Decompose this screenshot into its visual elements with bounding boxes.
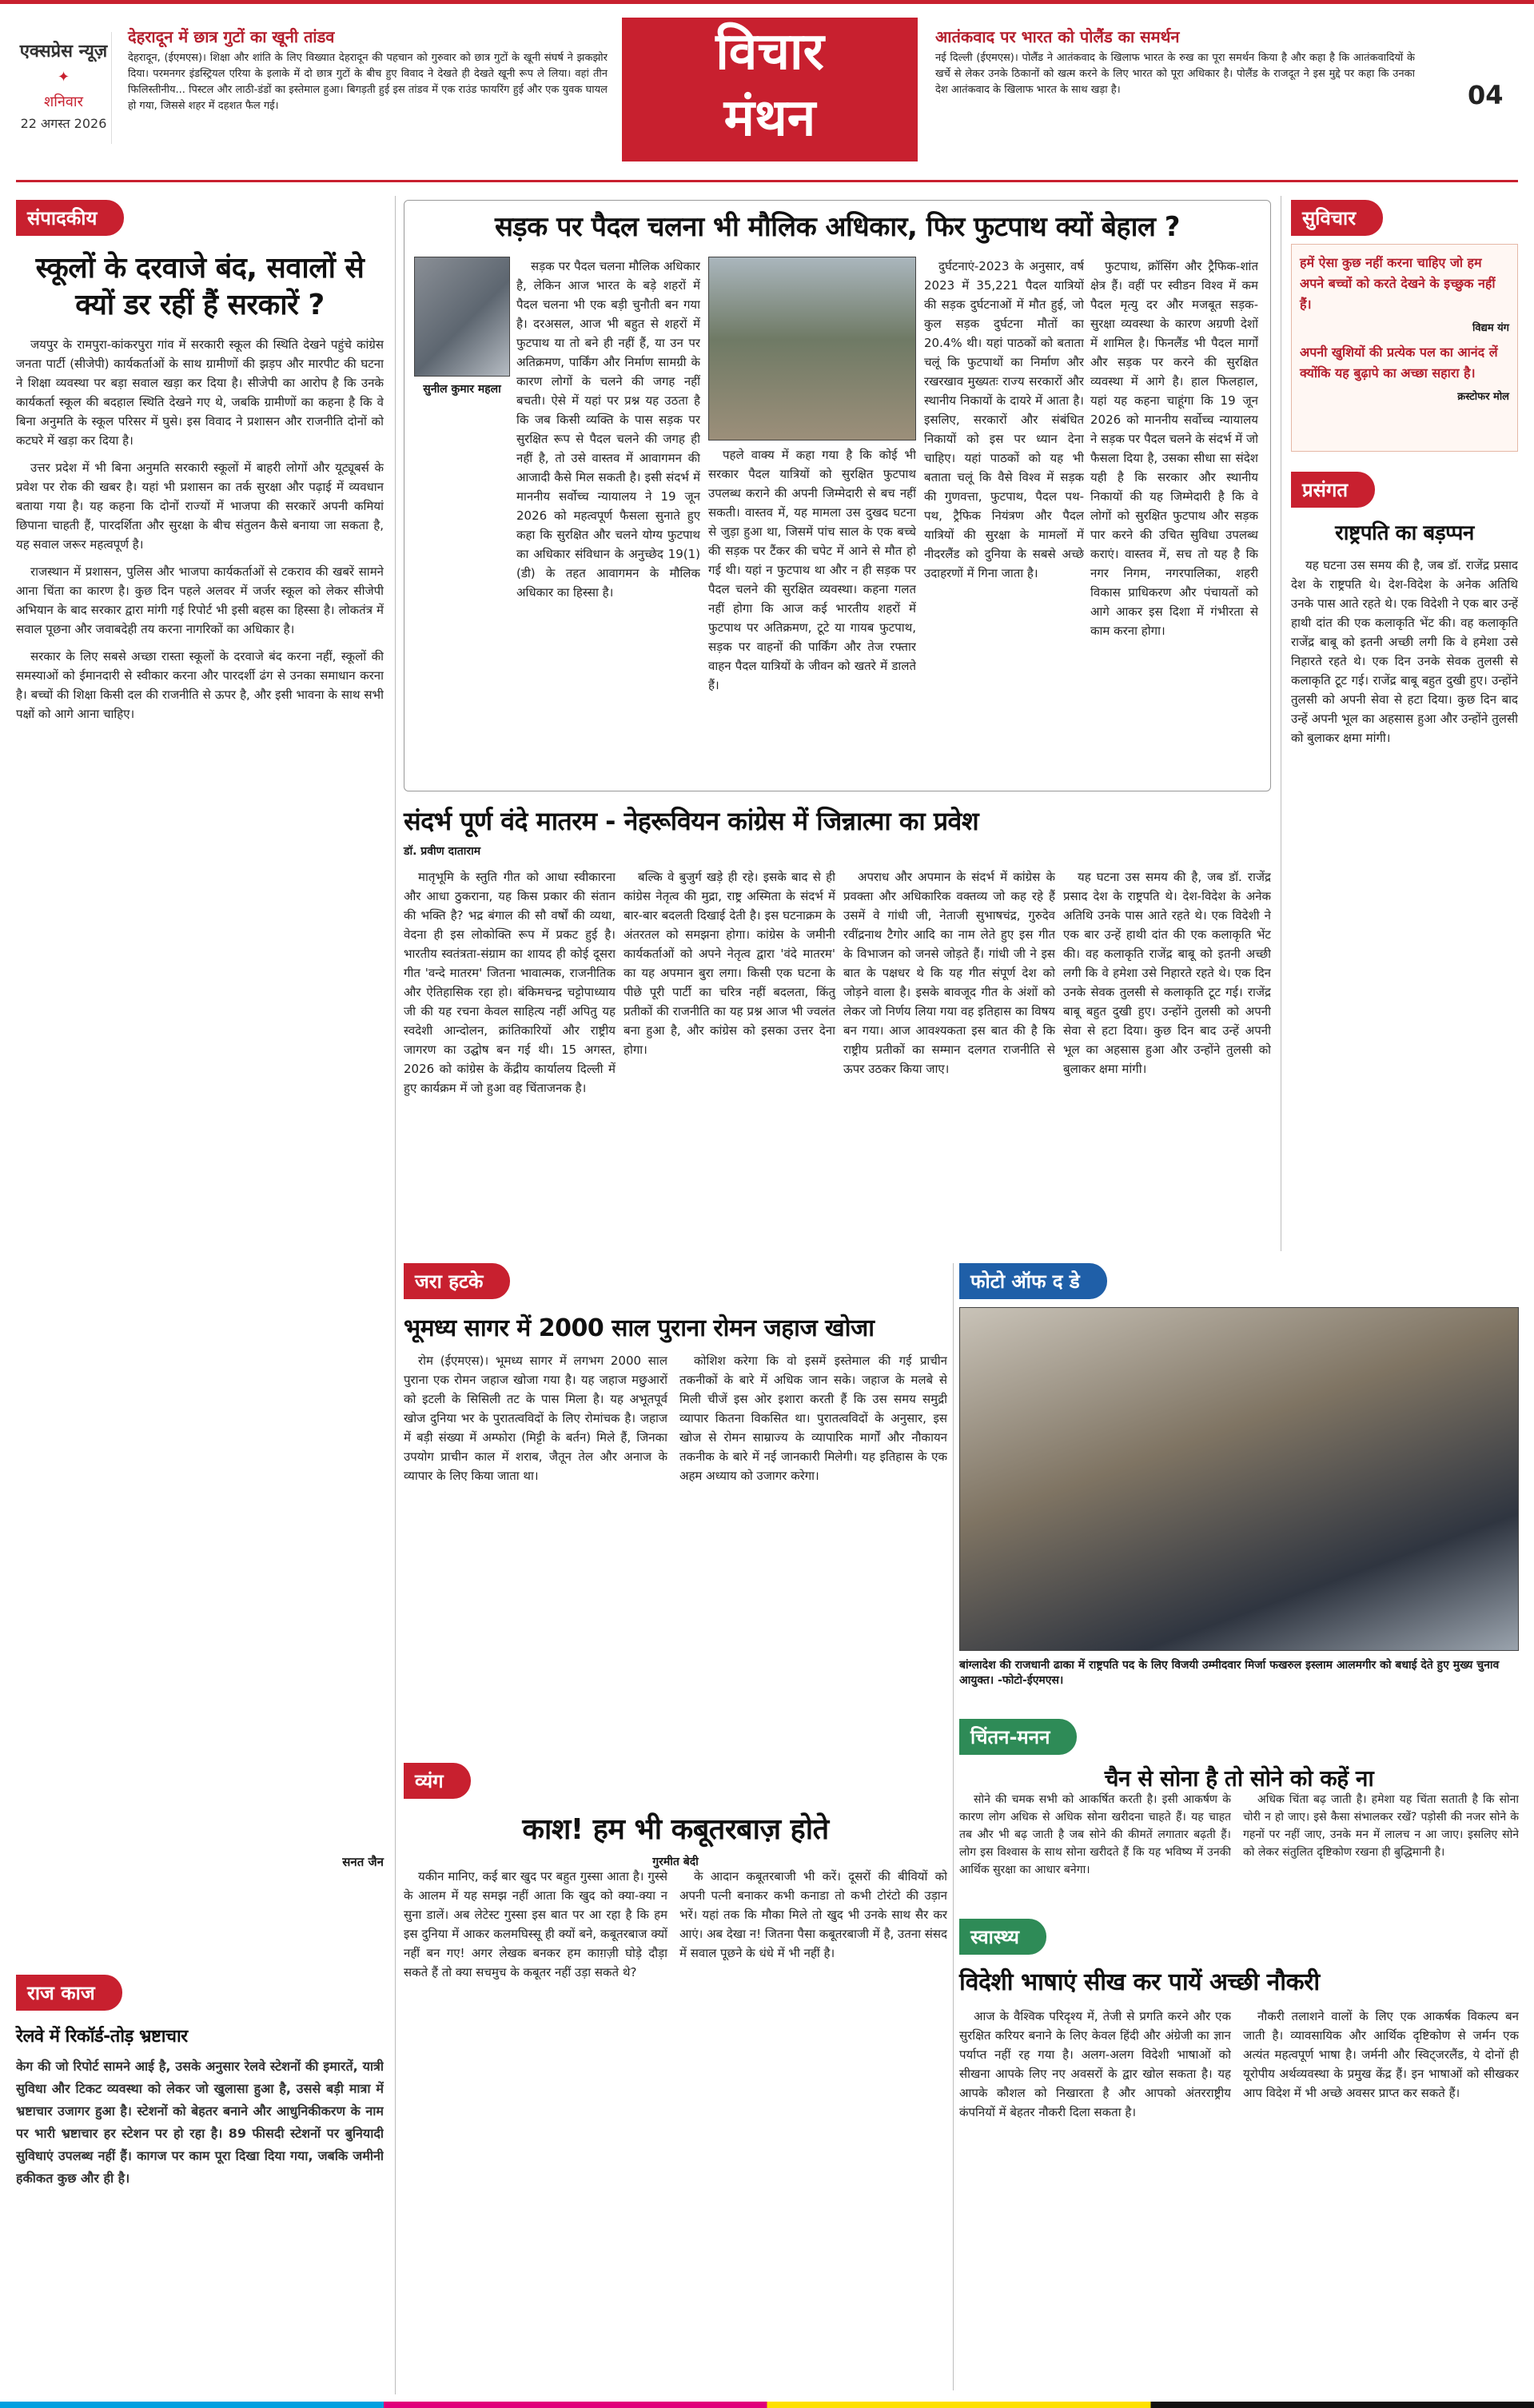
editorial-section-label: संपादकीय [16,200,124,236]
photo-of-day-label: फोटो ऑफ द डे [959,1263,1107,1299]
photo-of-day-image[interactable] [959,1307,1519,1651]
suvichar-author-2: क्रस्टोफर मोल [1457,391,1509,403]
swasthya-col-1 [959,2007,1231,2390]
vande-col-4-text: यह घटना उस समय की है, जब डॉ. राजेंद्र प्रसाद देश के राष्ट्रपति थे। देश-विदेश के अनेक अतिथि उनके पास आते रहते थे। एक विदेशी ने एक बार उन्हें हाथी दांत की एक कलाकृति भेंट की। वह कलाकृति राजेंद्र बाबू को इतनी अच्छी लगी कि वे हमेशा उसे निहारते रहते थे। एक दिन उनके सेवक तुलसी से कलाकृति टूट गई। राजेंद्र बाबू बहुत दुखी हुए। उन्होंने तुलसी को अपनी सेवा से हटा दिया। कुछ दिन बाद उन्हें अपनी भूल का अहसास हुआ और उन्होंने तुलसी को बुलाकर क्षमा मांगी। [1063,870,1271,1076]
vyang-col-1-text: यकीन मानिए, कई बार खुद पर बहुत गुस्सा आता है। गुस्से के आलम में यह समझ नहीं आता कि खुद को क्या-क्या न सुना डालें। अब लेटेस्ट गुस्सा इस बात पर आ रहा है कि हम इस दुनिया में आकर कलमघिस्सू ही क्यों बने, कबूतरबाज क्यों नहीं बन गए! अगर लेखक बनकर हम काग़ज़ी घोड़े दौड़ा सकते हैं तो क्या सचमुच के कबूतर नहीं उड़ा सकते थे? [404,1869,667,1979]
swasthya-col-1-text: आज के वैश्विक परिदृश्य में, तेजी से प्रगति करने और एक सुरक्षित करियर बनाने के लिए केवल हिंदी और अंग्रेजी का ज्ञान पर्याप्त नहीं रह गया है। अलग-अलग विदेशी भाषाओं को सीखना आपके लिए नए अवसरों के द्वार खोल सकता है। यह आपके कौशल को निखारता है और आपको अंतरराष्ट्रीय कंपनियों में बेहतर नौकरी दिला सकता है। [959,2009,1231,2119]
vyang-section [404,1763,947,2394]
editorial-para-4: सरकार के लिए सबसे अच्छा रास्ता स्कूलों के दरवाजे बंद करना नहीं, स्कूलों की समस्याओं को ईमानदारी से स्वीकार करना और पारदर्शी ढंग से उनका समाधान करना है। बच्चों की शिक्षा किसी दल की राजनीति से ऊपर है, और इसी भावना के साथ सभी पक्षों को आगे आना चाहिए। [16,649,384,721]
editorial-para-3: राजस्थान में प्रशासन, पुलिस और भाजपा कार्यकर्ताओं से टकराव की खबरें सामने आना चिंता का कारण है। कुछ दिन पहले अलवर में जर्जर स्कूल को लेकर सीजेपी अभियान के बाद सरकार द्वारा मांगी गई रिपोर्ट भी इसी बहस का हिस्सा है। लोकतंत्र में सवाल पूछना और जवाबदेही तय करना नागरिकों का अधिकार है। [16,564,384,636]
vande-article [404,803,1271,1251]
raj-kaaj-body: केग की जो रिपोर्ट सामने आई है, उसके अनुसार रेलवे स्टेशनों की इमारतें, यात्री सुविधा और टिकट व्यवस्था को लेकर जो खुलासा हुआ है, उससे बड़ी मात्रा में भ्रष्टाचार उजागर हुआ है। स्टेशनों को बेहतर बनाने और आधुनिकीकरण के नाम पर भारी भ्रष्टाचार हर स्टेशन पर हो रहा है। 89 फीसदी स्टेशनों पर बुनियादी सुविधाएं उपलब्ध नहीं हैं। कागज पर काम पूरा दिखा दिया गया, जबकि जमीनी हकीकत कुछ और ही है। [16,2059,384,2186]
masthead-day: शनिवार [44,94,83,110]
bottom-border [0,2402,1534,2408]
prasang-body-text: यह घटना उस समय की है, जब डॉ. राजेंद्र प्रसाद देश के राष्ट्रपति थे। देश-विदेश के अनेक अतिथि उनके पास आते रहते थे। एक विदेशी ने एक बार उन्हें हाथी दांत की एक कलाकृति भेंट की। वह कलाकृति राजेंद्र बाबू को इतनी अच्छी लगी कि वे हमेशा उसे निहारते रहते थे। एक दिन उनके सेवक तुलसी से कलाकृति टूट गई। राजेंद्र बाबू बहुत दुखी हुए। उन्होंने तुलसी को अपनी सेवा से हटा दिया। कुछ दिन बाद उन्हें अपनी भूल का अहसास हुआ और उन्होंने तुलसी को बुलाकर क्षमा मांगी। [1291,558,1518,745]
footpath-photo [708,257,916,441]
footpath-col-4 [1090,257,1258,776]
zara-hatke-col-1-text: रोम (ईएमएस)। भूमध्य सागर में लगभग 2000 साल पुराना एक रोमन जहाज खोजा गया है। यह जहाज मछुआरों को इटली के सिसिली तट के पास मिला है। यह अभूतपूर्व खोज दुनिया भर के पुरातत्वविदों के लिए रोमांचक है। जहाज में बड़ी संख्या में अम्फोरा (मिट्टी के बर्तन) मिले हैं, जिनका उपयोग प्राचीन काल में शराब, जैतून तेल और अनाज के व्यापार के लिए किया जाता था। [404,1354,667,1483]
photo-caption [959,1657,1519,1688]
top-story-right-title[interactable]: आतंकवाद पर भारत को पोलैंड का समर्थन [935,27,1180,46]
vande-author: डॉ. प्रवीण दाताराम [404,845,481,858]
vande-col-3-text: अपराध और अपमान के संदर्भ में कांग्रेस के प्रवक्ता और अधिकारिक वक्तव्य जो कह रहे हैं उसमें वे गांधी जी, नेताजी सुभाषचंद्र, गुरुदेव रवींद्रनाथ टैगोर आदि का नाम लेते हुए इस गीत के विभाजन को जनसे जोड़ते हैं। गांधी जी ने इस बात के पक्षधर थे कि यह गीत संपूर्ण देश को जोड़ने वाला है। इसके बावजूद गीत के अंशों को लेकर जो निर्णय लिया गया वह इतिहास का विषय बन गया। आज आवश्यकता इस बात की है कि राष्ट्रीय प्रतीकों का सम्मान दलगत राजनीति से ऊपर उठकर किया जाए। [843,870,1055,1076]
masthead-brand-box [16,32,112,144]
footpath-col-2-text: पहले वाक्य में कहा गया है कि कोई भी सरकार पैदल यात्रियों को सुरक्षित फुटपाथ उपलब्ध कराने की अपनी जिम्मेदारी से बच नहीं सकती। वास्तव में, यह मामला उस दुखद घटना से जुड़ा हुआ था, जिसमें पांच साल के एक बच्चे की सड़क पर टैंकर की चपेट में आने से मौत हो गई थी। यहां न फुटपाथ था और न ही सड़क पर पैदल चलने की सुरक्षित व्यवस्था। कहना गलत नहीं होगा कि आज कई भारतीय शहरों में फुटपाथ पर अतिक्रमण, टूटे या गायब फुटपाथ, सड़क पर वाहनों की पार्किंग और तेज रफ्तार वाहन पैदल यात्रियों के जीवन को खतरे में डालते हैं। [708,448,916,692]
editorial-para-2: उत्तर प्रदेश में भी बिना अनुमति सरकारी स्कूलों में बाहरी लोगों और यूट्यूबर्स के प्रवेश पर रोक की खबर है। यहां भी प्रशासन का तर्क सुरक्षा और पढ़ाई में व्यवधान बताया गया है। यह कहना कि दोनों राज्यों में भाजपा की सरकारें अपनी कमियां छिपाना चाहती हैं, पारदर्शिता और सुरक्षा के बीच संतुलन कैसे बनाया जा सकता है, यह सवाल जरूर महत्वपूर्ण है। [16,460,384,552]
mid-divider [953,1263,954,2390]
zara-hatke-col-2 [679,1351,947,1743]
top-story-left-body: देहरादून, (ईएमएस)। शिक्षा और शांति के लिए विख्यात देहरादून की पहचान को गुरुवार को छात्र गुटों के खूनी संघर्ष ने झकझोर दिया। परमनगर इंडस्ट्रियल एरिया के इलाके में दो छात्र गुटों के बीच हुए विवाद ने देखते ही देखते खूनी रूप ले लिया। वहां तीन फिलिस्तीनीय... पिस्टल और लाठी-डंडों का इस्तेमाल हुआ। बिगड़ती हुई इस तांडव में एक राउंड फायरिंग हुई और एक युवक घायल हो गया, जिससे शहर में दहशत फैल गई। [128,52,608,112]
top-story-left-title[interactable]: देहरादून में छात्र गुटों का खूनी तांडव [128,27,335,46]
chintan-col-2 [1243,1791,1519,1903]
vande-col-2-text: बल्कि वे बुजुर्ग खड़े ही रहे। इसके बाद से ही कांग्रेस नेतृत्व की मुद्रा, राष्ट्र अस्मिता के संदर्भ में बार-बार बदलती दिखाई देती है। इस घटनाक्रम के अंतरतल को समझना होगा। कांग्रेस के जमीनी कार्यकर्ताओं को अपने नेतृत्व द्वारा 'वंदे मातरम' का यह अपमान बुरा लगा। किसी एक घटना के पीछे पूरी पार्टी का चरित्र नहीं बदलता, किंतु प्रतीकों की राजनीति का यह प्रश्न आज भी ज्वलंत बना हुआ है, और कांग्रेस को इसका उत्तर देना होगा। [624,870,835,1057]
masthead-rule [16,180,1518,182]
raj-kaaj-label: राज काज [16,1975,122,2011]
vande-col-4 [1063,867,1271,1243]
footpath-col-3-text: दुर्घटनाएं-2023 के अनुसार, वर्ष 2023 में 35,221 पैदल यात्रियों की सड़क दुर्घटनाओं में मौत हुई, जो कुल सड़क दुर्घटना मौतों का 20.4% थी। यहां पाठकों को बताता चलूं कि फुटपाथों का निर्माण और रखरखाव मुख्यतः राज्य सरकारों और स्थानीय निकायों के दायरे में आता है। इसलिए, सरकारों और संबंधित निकायों को इस पर ध्यान देना चाहिए। यहां पाठकों को यह भी बताता चलूं कि वैसे विश्व में सड़क की गुणवत्ता, फुटपाथ, पैदल पथ-पथ, ट्रैफिक नियंत्रण और पैदल यात्रियों की सुरक्षा के मामलों में नीदरलैंड को दुनिया के सबसे अच्छे उदाहरणों में गिना जाता है। [924,259,1084,580]
footpath-col-2 [708,445,916,776]
prasang-section [1291,472,1518,1251]
page-number: 04 [1468,80,1504,110]
vyang-author: गुरमीत बेदी [652,1856,699,1868]
chintan-label: चिंतन-मनन [959,1719,1077,1755]
zara-hatke-section [404,1263,947,1751]
swasthya-label: स्वास्थ्य [959,1919,1046,1955]
vande-col-1 [404,867,616,1243]
footpath-article [404,200,1271,791]
masthead-logo [622,18,918,161]
suvichar-author-1: विद्यम यंग [1472,322,1509,334]
footpath-author: सुनील कुमार महला [423,383,501,396]
top-border [0,0,1534,4]
brand-ornament-icon: ✦ [57,69,70,86]
editorial-section [16,200,384,1943]
chintan-col-1-text: सोने की चमक सभी को आकर्षित करती है। इसी आकर्षण के कारण लोग अधिक से अधिक सोना खरीदना चाहते हैं। यह चाहत तब और भी बढ़ जाती है जब सोने की कीमतें लगातार बढ़ती हैं। लोग इस विश्वास के साथ सोना खरीदते हैं कि यह भविष्य में उनकी आर्थिक सुरक्षा का आधार बनेगा। [959,1793,1231,1876]
chintan-headline[interactable]: चैन से सोना है तो सोने को कहें ना [1104,1765,1374,1792]
zara-hatke-headline[interactable]: भूमध्य सागर में 2000 साल पुराना रोमन जहाज खोजा [404,1314,875,1342]
prasang-body [1291,556,1518,1235]
zara-hatke-col-1 [404,1351,667,1743]
top-story-left [128,26,608,146]
raj-kaaj-section [16,1975,384,2390]
vande-col-1-text: मातृभूमि के स्तुति गीत को आधा स्वीकारना और आधा ठुकराना, यह किस प्रकार की संतान की भक्ति है? भद्र बंगाल की सौ वर्षों की व्यथा, वेदना ही इस लोकोक्ति रूप में प्रकट हुई है। भारतीय स्वतंत्रता-संग्राम का शायद ही कोई दूसरा गीत 'वन्दे मातरम' जितना भावात्मक, राजनीतिक और ऐतिहासिक रहा हो। बंकिमचन्द्र चट्टोपाध्याय जी की यह रचना केवल साहित्य नहीं अपितु यह स्वदेशी आन्दोलन, क्रांतिकारियों और राष्ट्रीय जागरण का उद्घोष बन गई थी। 15 अगस्त, 2026 को कांग्रेस के केंद्रीय कार्यालय दिल्ली में हुए कार्यक्रम में जो हुआ वह चिंताजनक है। [404,870,616,1095]
left-column-divider [395,196,396,2394]
chintan-col-1 [959,1791,1231,1903]
zara-hatke-col-2-text: कोशिश करेगा कि वो इसमें इस्तेमाल की गई प्राचीन तकनीकों के बारे में अधिक जान सके। जहाज के मलबे से मिली चीजें इस ओर इशारा करती हैं कि उस समय समुद्री व्यापार कितना विकसित था। पुरातत्वविदों के अनुसार, इस खोज से रोमन साम्राज्य के व्यापारिक मार्गों और नौकायन तकनीक के बारे में नई जानकारी मिलेगी। यह इतिहास के एक अहम अध्याय को उजागर करेगा। [679,1354,947,1483]
suvichar-quote-1: हमें ऐसा कुछ नहीं करना चाहिए जो हम अपने बच्चों को करते देखने के इच्छुक नहीं हैं। [1300,255,1496,312]
raj-kaaj-headline[interactable]: रेलवे में रिकॉर्ड-तोड़ भ्रष्टाचार [16,2027,188,2047]
chintan-section [959,1719,1519,1907]
footpath-col-3 [924,257,1084,776]
swasthya-section [959,1919,1519,2394]
top-story-right-body: नई दिल्ली (ईएमएस)। पोलैंड ने आतंकवाद के खिलाफ भारत के रुख का पूरा समर्थन किया है और कहा है कि आतंकवादियों के खर्चे से लेकर उनके ठिकानों को खत्म करने के लिए भारत को पूरा अधिकार है। पोलैंड के राजदूत ने इस मुद्दे पर कहा कि उनका देश आतंकवाद के खिलाफ भारत के साथ खड़ा है। [935,52,1415,96]
vande-col-3 [843,867,1055,1243]
photo-credit: -फोटो-ईएमएस। [998,1674,1064,1687]
editorial-body [16,335,384,1854]
photo-of-day-section [959,1263,1519,1711]
photo-caption-text: बांग्लादेश की राजधानी ढाका में राष्ट्रपति पद के लिए विजयी उम्मीदवार मिर्जा फखरुल इस्लाम आलमगीर को बधाई देते हुए मुख्य चुनाव आयुक्त। [959,1659,1500,1687]
chintan-col-2-text: अधिक चिंता बढ़ जाती है। हमेशा यह चिंता सताती है कि सोना चोरी न हो जाए। इसे कैसा संभालकर रखें? पड़ोसी की नजर सोने के गहनों पर नहीं जाए, उनके मन में लालच न आ जाए। इसलिए सोने को लेकर संतुलित दृष्टिकोण रखना ही बुद्धिमानी है। [1243,1793,1519,1859]
masthead-date: 22 अगस्त 2026 [20,116,107,131]
vande-headline[interactable]: संदर्भ पूर्ण वंदे मातरम - नेहरूवियन कांग्रेस में जिन्नात्मा का प्रवेश [404,806,979,836]
author-photo [414,257,510,377]
suvichar-quote-2: अपनी खुशियों की प्रत्येक पल का आनंद लें क्योंकि यह बुढ़ापे का अच्छा सहारा है। [1300,345,1498,381]
swasthya-headline[interactable]: विदेशी भाषाएं सीख कर पायें अच्छी नौकरी [959,1968,1320,1996]
prasang-label: प्रसंगत [1291,472,1375,508]
suvichar-label: सुविचार [1291,200,1383,236]
vyang-col-2-text: के आदान कबूतरबाजी भी करें। दूसरों की बीवियों को अपनी पत्नी बनाकर कभी कनाडा तो कभी टोरंटो की उड़ान भरें। यहां तक कि मौका मिले तो खुद भी उनके साथ सैर कर आएं। अब देखा न! जितना पैसा कबूतरबाजी में है, उतना संसद में सवाल पूछने के धंधे में भी नहीं है। [679,1869,947,1960]
logo-line-1: विचार [715,22,824,82]
brand-name: एक्सप्रेस न्यूज़ [19,42,108,62]
vyang-col-2 [679,1867,947,2386]
footpath-col-1 [516,257,700,776]
suvichar-box [1291,244,1518,452]
prasang-headline[interactable]: राष्ट्रपति का बड़प्पन [1335,521,1474,545]
swasthya-col-2 [1243,2007,1519,2390]
vande-col-2 [624,867,835,1243]
vyang-label: व्यंग [404,1763,471,1799]
suvichar-section [1291,200,1518,456]
footpath-col-4-text: फुटपाथ, क्रॉसिंग और ट्रैफिक-शांत क्षेत्र हैं। वहीं पर स्वीडन विश्व में कम पैदल मृत्यु दर और मजबूत सड़क-सुरक्षा व्यवस्था के कारण अग्रणी देशों में शामिल है। फिनलैंड भी पैदल मार्गों और सड़क पर करने की सुरक्षित व्यवस्था में आगे है। हाल फिलहाल, यहां यह कहना चाहूंगा कि 19 जून 2026 को माननीय सर्वोच्च न्यायालय ने सड़क पर पैदल चलने के संदर्भ में जो फैसला दिया है, उसका सीधा सा संदेश यही है कि सरकार और स्थानीय निकायों की यह जिम्मेदारी है कि वे लोगों को सुरक्षित फुटपाथ और सड़क पार करने की उचित सुविधा उपलब्ध कराएं। वास्तव में, सच तो यह है कि नगर निगम, नगरपालिका, शहरी विकास प्राधिकरण और पंचायतों को आगे आकर इस दिशा में गंभीरता से काम करना होगा। [1090,259,1258,638]
footpath-col-1-text: सड़क पर पैदल चलना मौलिक अधिकार है, लेकिन आज भारत के बड़े शहरों में पैदल चलना भी एक बड़ी चुनौती बन गया है। दरअसल, आज भी बहुत से शहरों में फुटपाथ या तो बने ही नहीं हैं, या उन पर अतिक्रमण, पार्किंग और निर्माण सामग्री के कारण लोगों के चलने की जगह नहीं बचती। ऐसे में यहां पर प्रश्न यह उठता है कि जब किसी व्यक्ति के पास सड़क पर सुरक्षित रूप से पैदल चलने की जगह ही नहीं है, तो उसे वास्तव में आवागमन की आजादी कैसे मिल सकती है। इसी संदर्भ में माननीय सर्वोच्च न्यायालय ने 19 जून 2026 को महत्वपूर्ण फैसला सुनाते हुए कहा कि सुरक्षित और चलने योग्य फुटपाथ का अधिकार संविधान के अनुच्छेद 19(1)(डी) के तहत आवागमन के मौलिक अधिकार का हिस्सा है। [516,259,700,600]
editorial-author: सनत जैन [342,1855,384,1869]
zara-hatke-label: जरा हटके [404,1263,510,1299]
swasthya-col-2-text: नौकरी तलाशने वालों के लिए एक आकर्षक विकल्प बन जाती है। व्यावसायिक और आर्थिक दृष्टिकोण से जर्मन एक अत्यंत महत्वपूर्ण भाषा है। जर्मनी और स्विट्जरलैंड, ये दोनों ही यूरोपीय अर्थव्यवस्था के प्रमुख केंद्र हैं। इन भाषाओं को सीखकर आप विदेश में भी अच्छे अवसर प्राप्त कर सकते हैं। [1243,2009,1519,2100]
top-story-right [935,26,1415,146]
vyang-headline[interactable]: काश! हम भी कबूतरबाज़ होते [522,1813,829,1846]
editorial-headline[interactable]: स्कूलों के दरवाजे बंद, सवालों से क्यों डर रहीं हैं सरकारें ? [35,252,365,321]
footpath-headline[interactable]: सड़क पर पैदल चलना भी मौलिक अधिकार, फिर फुटपाथ क्यों बेहाल ? [494,211,1181,243]
editorial-para-1: जयपुर के रामपुरा-कांकरपुरा गांव में सरकारी स्कूल की स्थिति देखने पहुंचे कांग्रेस जनता पार्टी (सीजेपी) कार्यकर्ताओं के साथ ग्रामीणों की झड़प और मारपीट की घटना ने शिक्षा व्यवस्था पर बड़ा सवाल खड़ा कर दिया है। सीजेपी का आरोप है कि उनके कार्यकर्ता स्कूल की बदहाल स्थिति देखने गए थे, जबकि ग्रामीणों का कहना है कि वे बिना अनुमति के स्कूल परिसर में घुसे। इस विवाद ने प्रशासन और राजनीति दोनों को कटघरे में खड़ा कर दिया है। [16,337,384,448]
logo-line-2: मंथन [723,89,816,148]
vyang-col-1 [404,1867,667,2386]
